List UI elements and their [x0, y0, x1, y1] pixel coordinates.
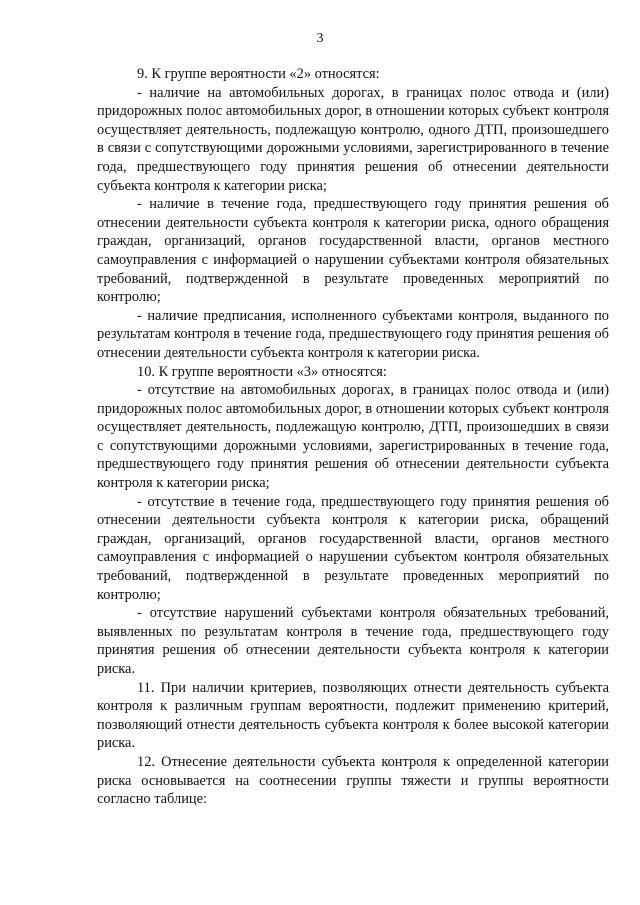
list-item: - наличие предписания, исполненного субъектами контроля, выданного по результатам контроля в течение года, предшествующего году принятия решения об отнесении деятельности субъекта контроля к категории риска. [97, 307, 609, 361]
list-item: - отсутствие в течение года, предшествующего году принятия решения об отнесении деятельности субъекта контроля к категории риска, обращений граждан, организаций, органов государственной власти, органов местного самоуправления с информацией о нарушении субъектом контроля обязательных требований, подтвержденной в результате проведенных мероприятий по контролю; [97, 493, 609, 603]
list-item: - наличие в течение года, предшествующего году принятия решения об отнесении деятельности субъекта контроля к категории риска, одного обращения граждан, организаций, органов государственной власти, органов местного самоуправления с информацией о нарушении субъектами контроля обязательных требований, подтвержденной в результате проведенных мероприятий по контролю; [97, 196, 609, 306]
document-body [97, 65, 609, 809]
list-item: - наличие на автомобильных дорогах, в границах полос отвода и (или) придорожных полос автомобильных дорог, в отношении которых субъект контроля осуществляет деятельность, подлежащую контролю, одного ДТП, произошедшего в связи с сопутствующими дорожными условиями, зарегистрированного в течение года, предшествующего году принятия решения об отнесении деятельности субъекта контроля к категории риска; [97, 84, 609, 194]
paragraph-11: 11. При наличии критериев, позволяющих отнести деятельность субъекта контроля к различным группам вероятности, подлежит применению критерий, позволяющий отнести деятельность субъекта контроля к более высокой категории риска. [97, 679, 609, 752]
list-item: - отсутствие нарушений субъектами контроля обязательных требований, выявленных по результатам контроля в течение года, предшествующего году принятия решения об отнесении деятельности субъекта контроля к категории риска. [97, 605, 609, 677]
list-item: - отсутствие на автомобильных дорогах, в границах полос отвода и (или) придорожных полос автомобильных дорог, в отношении которых субъект контроля осуществляет деятельность, подлежащую контролю, ДТП, произошедших в связи с сопутствующими дорожными условиями, зарегистрированных в течение года, предшествующего году принятия решения об отнесении деятельности субъекта контроля к категории риска; [97, 382, 609, 492]
section-heading-9: 9. К группе вероятности «2» относятся: [137, 66, 380, 82]
section-heading-10: 10. К группе вероятности «3» относятся: [137, 363, 387, 380]
page-number: 3 [316, 31, 324, 46]
paragraph-12: 12. Отнесение деятельности субъекта контроля к определенной категории риска основывается на соотнесении группы тяжести и группы вероятности согласно таблице: [97, 753, 609, 808]
